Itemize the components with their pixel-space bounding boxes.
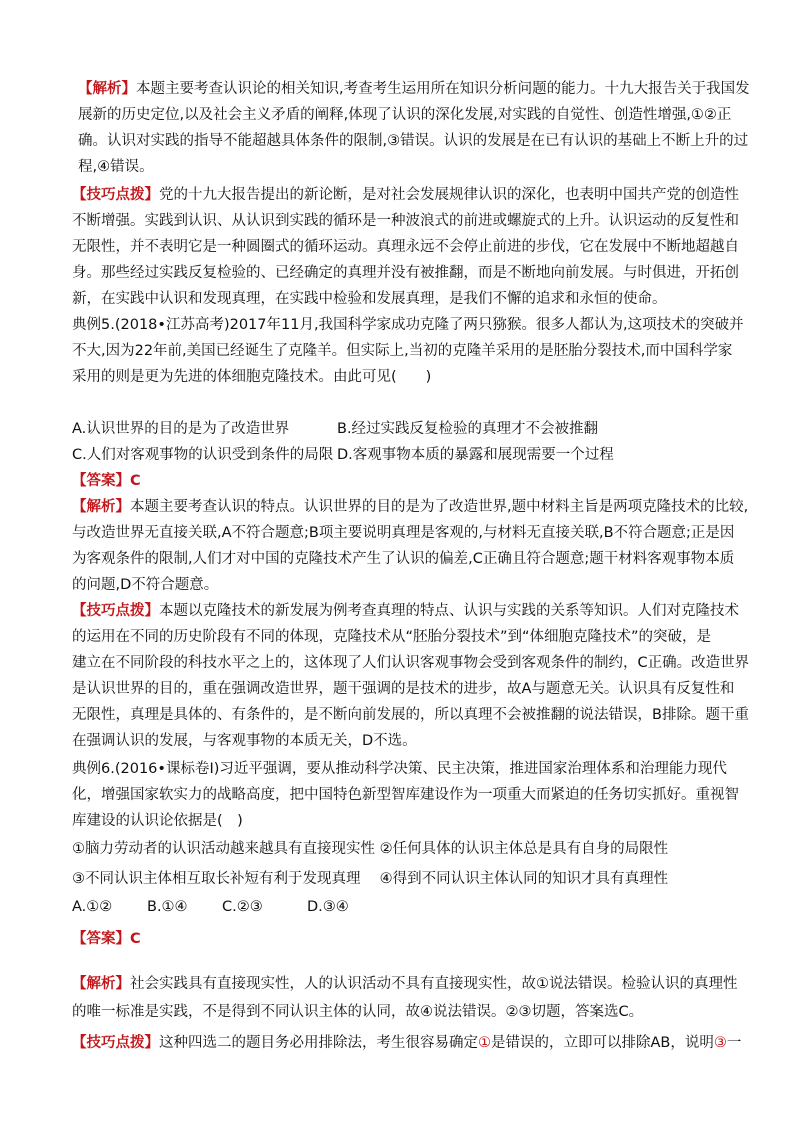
text-line: 【技巧点拨】本题以克隆技术的新发展为例考查真理的特点、认识与实践的关系等知识。人们对克隆技术	[72, 603, 739, 619]
text-line: 库建设的认识论依据是( )	[72, 813, 243, 829]
option-a: A.认识世界的目的是为了改造世界	[72, 421, 290, 437]
choice-d: D.③④	[307, 899, 349, 915]
circled-3: ③	[713, 1035, 727, 1051]
analysis-tag: 【解析】	[78, 81, 136, 97]
circled-1: ①	[478, 1035, 491, 1051]
text-line: 与改造世界无直接关联,A不符合题意;B项主要说明真理是客观的,与材料无直接关联,B不符合题意;正是因	[72, 525, 735, 541]
statement-row: ③不同认识主体相互取长补短有利于发现真理 ④得到不同认识主体认同的知识才具有真理性	[72, 871, 669, 887]
example-5-tip	[72, 598, 750, 754]
statement-row: ①脑力劳动者的认识活动越来越具有直接现实性 ②任何具体的认识主体总是具有自身的局限性	[72, 841, 669, 857]
example-5-options	[72, 416, 732, 468]
analysis-block-1	[72, 76, 750, 180]
text-line: 采用的则是更为先进的体细胞克隆技术。由此可见( )	[72, 369, 432, 385]
example-5-question	[72, 312, 744, 390]
example-6-statements	[72, 836, 732, 892]
choice-b: B.①④	[147, 899, 188, 915]
example-6-question	[72, 756, 739, 834]
analysis-tag: 【解析】	[72, 976, 130, 992]
text-line: 【解析】社会实践具有直接现实性，人的认识活动不具有直接现实性，故①说法错误。检验认识的真理性	[72, 976, 738, 992]
answer-value: C	[130, 931, 141, 947]
tip-tag: 【技巧点拨】	[72, 187, 159, 203]
text-line: 【技巧点拨】这种四选二的题目务必用排除法，考生很容易确定①是错误的，立即可以排除AB，说明③一	[72, 1035, 742, 1051]
example-6-tip	[72, 1030, 742, 1056]
text-line: 【解析】本题主要考查认识论的相关知识,考查考生运用所在知识分析问题的能力。十九大报告关于我国发	[78, 81, 750, 97]
text-line: 典例5.(2018•江苏高考)2017年11月,我国科学家成功克隆了两只猕猴。很多人都认为,这项技术的突破并	[72, 317, 744, 333]
option-c: C.人们对客观事物的认识受到条件的局限	[72, 447, 334, 463]
text-line: 新，在实践中认识和发现真理，在实践中检验和发展真理，是我们不懈的追求和永恒的使命。	[72, 291, 667, 307]
text-line: 身。那些经过实践反复检验的、已经确定的真理并没有被推翻，而是不断地向前发展。与时俱进，开拓创	[72, 265, 739, 281]
example-6-choices	[72, 894, 732, 920]
text-line: 不断增强。实践到认识、从认识到实践的循环是一种波浪式的前进或螺旋式的上升。认识运动的反复性和	[72, 213, 739, 229]
option-b: B.经过实践反复检验的真理才不会被推翻	[337, 421, 599, 437]
text-line: 程,④错误。	[78, 159, 154, 175]
tip-block-1	[72, 182, 739, 312]
text-line: 无限性，真理是具体的、有条件的，是不断向前发展的，所以真理不会被推翻的说法错误，B排除。题干重	[72, 707, 749, 723]
text-line: 确。认识对实践的指导不能超越具体条件的限制,③错误。认识的发展是在已有认识的基础上不断上升的过	[78, 133, 749, 149]
text-line: 在强调认识的发展，与客观事物的本质无关，D不选。	[72, 733, 417, 749]
tip-tag: 【技巧点拨】	[72, 1035, 159, 1051]
tip-tag: 【技巧点拨】	[72, 603, 159, 619]
answer-tag: 【答案】	[72, 473, 130, 489]
example-5-analysis	[72, 494, 749, 598]
answer-tag: 【答案】	[72, 931, 130, 947]
text-line: 【技巧点拨】党的十九大报告提出的新论断，是对社会发展规律认识的深化，也表明中国共产党的创造性	[72, 187, 739, 203]
text-line: 建立在不同阶段的科技水平之上的，这体现了人们认识客观事物会受到客观条件的制约，C正确。改造世界	[72, 655, 750, 671]
choice-a: A.①②	[72, 899, 113, 915]
answer-value: C	[130, 473, 141, 489]
analysis-tag: 【解析】	[72, 499, 130, 515]
text-line: 的唯一标准是实践，不是得到不同认识主体的认同，故④说法错误。②③切题，答案选C。	[72, 1004, 644, 1020]
text-line: 展新的历史定位,以及社会主义矛盾的阐释,体现了认识的深化发展,对实践的自觉性、创造性增强,①②正	[78, 107, 732, 123]
option-row	[72, 416, 732, 442]
text-line: 无限性，并不表明它是一种圆圈式的循环运动。真理永远不会停止前进的步伐，它在发展中不断地超越自	[72, 239, 739, 255]
choice-c: C.②③	[222, 899, 263, 915]
option-row	[72, 442, 732, 468]
text-line: 是认识世界的目的，重在强调改造世界，题干强调的是技术的进步，故A与题意无关。认识具有反复性和	[72, 681, 735, 697]
text-line: 【解析】本题主要考查认识的特点。认识世界的目的是为了改造世界,题中材料主旨是两项克隆技术的比较,	[72, 499, 749, 515]
option-d: D.客观事物本质的暴露和展现需要一个过程	[337, 447, 614, 463]
example-6-answer	[72, 926, 732, 952]
text-line: 不大,因为22年前,美国已经诞生了克隆羊。但实际上,当初的克隆羊采用的是胚胎分裂技术,而中国科学家	[72, 343, 733, 359]
text-line: 为客观条件的限制,人们才对中国的克隆技术产生了认识的偏差,C正确且符合题意;题干材料客观事物本质	[72, 551, 735, 567]
text-line: 的运用在不同的历史阶段有不同的体现，克隆技术从“胚胎分裂技术”到“体细胞克隆技术”的突破，是	[72, 629, 712, 645]
example-6-analysis	[72, 970, 738, 1026]
example-5-answer	[72, 468, 732, 494]
text-line: 化，增强国家软实力的战略高度，把中国特色新型智库建设作为一项重大而紧迫的任务切实抓好。重视智	[72, 787, 739, 803]
text-line: 典例6.(2016•课标卷Ⅰ)习近平强调，要从推动科学决策、民主决策，推进国家治理体系和治理能力现代	[72, 761, 727, 777]
text-line: 的问题,D不符合题意。	[72, 577, 219, 593]
